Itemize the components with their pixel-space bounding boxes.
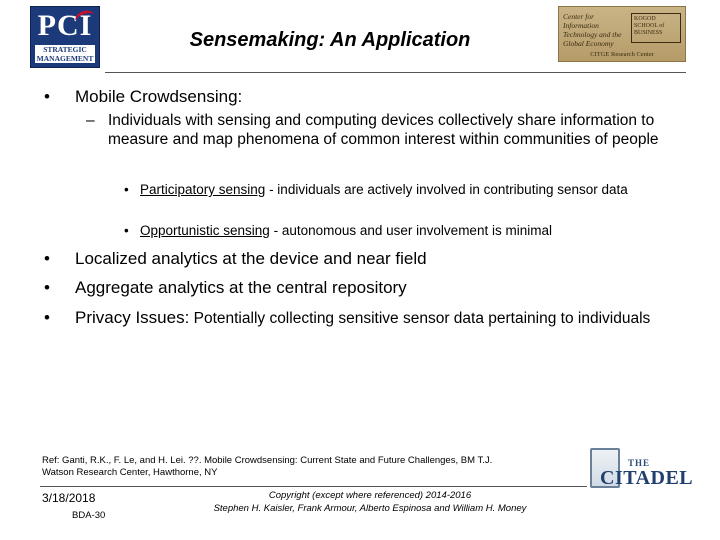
citadel-logo-the: THE: [628, 458, 651, 468]
kogod-logo-box: KOGOD SCHOOL of BUSINESS: [631, 13, 681, 43]
citge-logo-center: CITGE Research Center: [590, 51, 654, 58]
title-divider: [105, 72, 686, 73]
citadel-logo: [590, 448, 694, 496]
sub-bullet-individuals: Individuals with sensing and computing devices collectively share information to measure and map phenomena of common interest within communities of people: [108, 112, 659, 148]
privacy-text: Potentially collecting sensitive sensor data pertaining to individuals: [189, 310, 651, 327]
bullet-dot-icon: •: [124, 182, 129, 197]
pci-logo: [30, 6, 100, 68]
slide-title: Sensemaking: An Application: [189, 29, 471, 51]
opportunistic-description: - autonomous and user involvement is minimal: [269, 223, 552, 238]
term-participatory-sensing: Participatory sensing: [140, 182, 266, 197]
privacy-heading: Privacy Issues:: [75, 308, 190, 327]
bullet-localized-analytics: Localized analytics at the device and near field: [75, 249, 427, 268]
bullet-dot-icon: •: [44, 278, 50, 297]
bullet-dot-icon: •: [44, 87, 50, 106]
bullet-dot-icon: •: [124, 223, 129, 238]
reference-citation: Ref: Ganti, R.K., F. Le, and H. Lei. ??. Mobile Crowdsensing: Current State and Future Challenges, BM T.J. Watson Research Center, Hawthorne, NY: [42, 455, 493, 478]
pci-logo-letters: PCI: [37, 9, 93, 42]
pci-logo-band: [34, 44, 96, 64]
citadel-logo-name: CITADEL: [600, 467, 694, 489]
bullet-aggregate-analytics: Aggregate analytics at the central repository: [75, 278, 407, 297]
term-opportunistic-sensing: Opportunistic sensing: [140, 223, 270, 238]
sub-item-opportunistic: [140, 222, 690, 239]
participatory-description: - individuals are actively involved in contributing sensor data: [265, 182, 628, 197]
pci-logo-line1: STRATEGIC: [43, 45, 87, 54]
footer-date: 3/18/2018: [42, 491, 96, 505]
copyright-line1: Copyright (except where referenced) 2014-2016: [268, 490, 472, 501]
citge-logo: [558, 6, 686, 62]
pci-logo-line2: MANAGEMENT: [36, 54, 94, 63]
sub-item-participatory: [140, 181, 690, 198]
footer-copyright: [170, 489, 570, 515]
bullet-privacy-issues: [75, 307, 685, 329]
copyright-line2: Stephen H. Kaisler, Frank Armour, Alberto Espinosa and William H. Money: [213, 503, 527, 514]
footer-slide-id: BDA-30: [72, 510, 106, 521]
citge-logo-text: Center for Information Technology and the Global Economy: [563, 12, 622, 48]
bullet-dot-icon: •: [44, 249, 50, 268]
bullet-mobile-crowdsensing: Mobile Crowdsensing:: [75, 87, 243, 106]
footer-divider: [40, 486, 587, 487]
dash-icon: –: [86, 112, 95, 129]
bullet-dot-icon: •: [44, 308, 50, 327]
